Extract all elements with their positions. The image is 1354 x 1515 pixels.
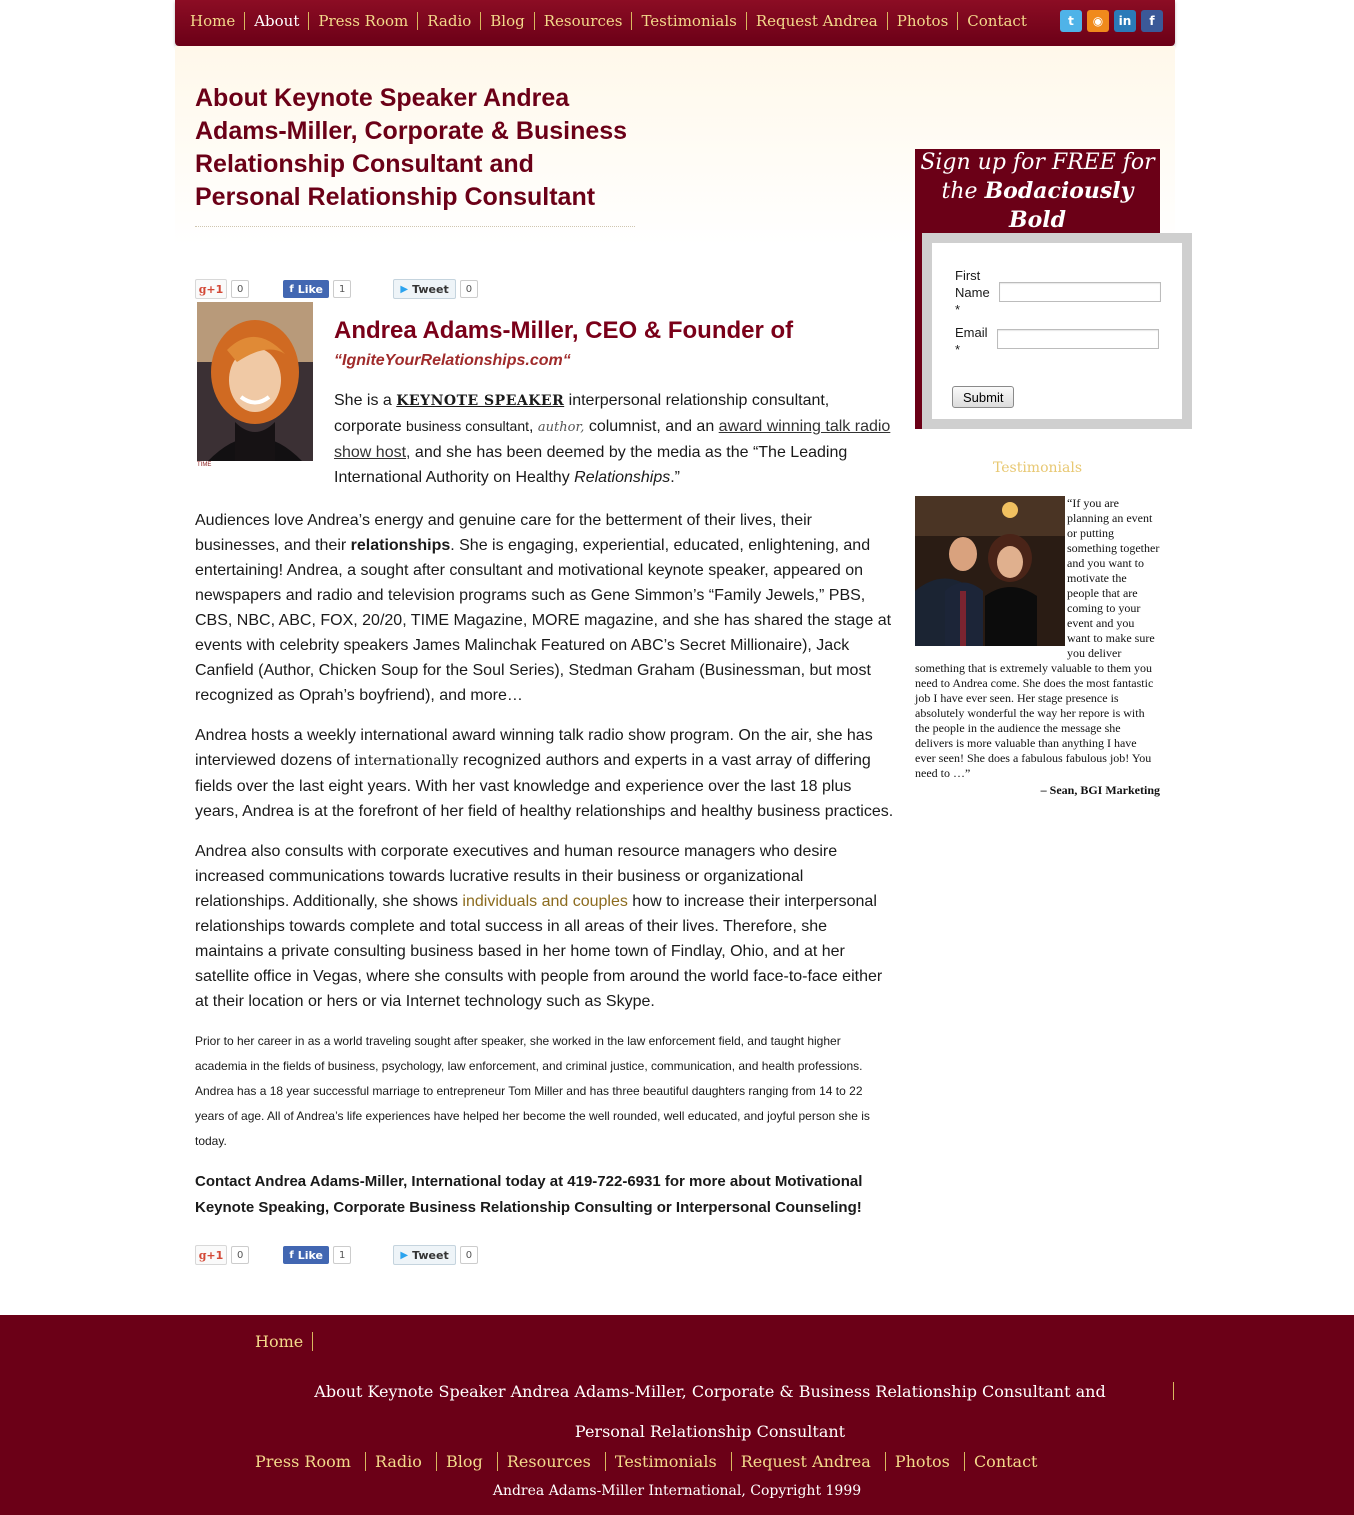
- facebook-like-button[interactable]: [283, 280, 329, 298]
- main-content: [195, 82, 895, 227]
- facebook-like-count: 1: [333, 280, 351, 298]
- tweet-button[interactable]: [393, 279, 455, 299]
- signup-form: [922, 233, 1192, 429]
- intro-text-1: She is a: [334, 392, 397, 409]
- facebook-like-label: Like: [297, 1248, 323, 1262]
- p3-text-1: Andrea hosts a weekly international award winning talk radio show program. On the air, she has interviewed dozens of: [195, 727, 873, 769]
- twitter-icon[interactable]: t: [1060, 10, 1082, 32]
- p4-text-2: how to increase their interpersonal relationships towards complete and total success in all areas of their lives. Therefore, she maintains a private consulting business based in her home town of Findlay, Ohio, and at her satellite office in Vegas, where she consults with people from around the world face-to-face either at their location or hers or via Internet technology such as Skype.: [195, 893, 883, 1010]
- individuals-couples-link[interactable]: individuals and couples: [462, 893, 628, 910]
- tweet-label: Tweet: [412, 1248, 449, 1262]
- intro-text-6: .”: [670, 469, 680, 486]
- p3-internationally: internationally: [354, 753, 459, 769]
- email-label-text: Email: [955, 325, 988, 340]
- keynote-speaker-link[interactable]: KEYNOTE SPEAKER: [396, 393, 565, 409]
- p4-text-1: Andrea also consults with corporate executives and human resource managers who desire increased communications towards lucrative results in their business or organizational relationships. Additionally, she shows: [195, 843, 838, 910]
- share-bar-top: [195, 279, 478, 299]
- p2-bold: relationships: [350, 537, 451, 554]
- footer-nav-resources[interactable]: Resources: [497, 1452, 600, 1471]
- testimonials-heading[interactable]: Testimonials: [992, 460, 1083, 476]
- nav-request-andrea[interactable]: Request Andrea: [746, 12, 887, 30]
- testimonial-quote-text: “If you are planning an event or putting something together and you want to motivate the people that are coming to your event and you want to make sure you deliver something that is extremely valuable to them you need to Andrea come. She does the most fantastic job I have ever seen. Her stage presence is absolutely wonderful the way her repore is with the people in the audience the message she delivers is more valuable than anything I have ever seen! She does a fabulous fabulous job! You need to …”: [915, 496, 1160, 780]
- p2-text-2: . She is engaging, experiential, educated, enlightening, and entertaining! Andrea, a sought after consultant and motivational keynote speaker, appeared on newspapers and radio and television programs such as Gene Simmon’s “Family Jewels,” PBS, CBS, NBC, ABC, FOX, 20/20, TIME Magazine, MORE magazine, and she has shared the stage at events with celebrity speakers James Malinchak Featured on ABC’s Secret Millionaire), Jack Canfield (Author, Chicken Soup for the Soul Series), Stedman Graham (Businessman, but most recognized as Oprah’s boyfriend), and more…: [195, 537, 892, 704]
- facebook-icon: f: [289, 283, 294, 295]
- tweet-label: Tweet: [412, 282, 449, 296]
- facebook-icon: f: [289, 1249, 294, 1261]
- intro-business-consultant: business consultant: [406, 418, 530, 434]
- email-required: *: [955, 342, 961, 357]
- top-navigation-bar: [175, 0, 1175, 46]
- signup-line-2a: the: [941, 179, 985, 204]
- intro-section: [334, 316, 894, 490]
- tweet-count: 0: [460, 280, 478, 298]
- contact-call-to-action: Contact Andrea Adams-Miller, International today at 419-722-6931 for more about Motivational Keynote Speaking, Corporate Business Relationship Consulting or Interpersonal Counseling!: [195, 1173, 863, 1216]
- nav-testimonials[interactable]: Testimonials: [631, 12, 745, 30]
- signup-title: [915, 149, 1160, 233]
- nav-contact[interactable]: Contact: [957, 12, 1036, 30]
- footer-nav-photos[interactable]: Photos: [885, 1452, 959, 1471]
- paragraph-audiences: [195, 508, 895, 708]
- footer-nav-home[interactable]: Home: [255, 1332, 313, 1351]
- paragraph-radio-show: [195, 723, 895, 824]
- first-name-row: [955, 267, 1161, 318]
- google-plus-count: 0: [231, 1246, 249, 1264]
- footer-nav-about[interactable]: About Keynote Speaker Andrea Adams-Miller, Corporate & Business Relationship Consultant and Personal Relationship Consultant: [314, 1382, 1106, 1441]
- portrait-image: [197, 302, 313, 470]
- intro-text-5: and she has been deemed by the media as the “The Leading International Authority on Healthy: [334, 444, 848, 486]
- google-plus-button[interactable]: g +1: [195, 1245, 227, 1265]
- google-plus-label: +1: [206, 1248, 224, 1262]
- email-input[interactable]: [997, 329, 1159, 349]
- footer-home-line: [255, 1332, 313, 1351]
- p3-text-2: recognized authors and experts in a vast array of differing fields over the last eight years. With her vast knowledge and experience over the last 18 plus years, Andrea is at the forefront of her field of healthy relationships and healthy business practices.: [195, 752, 894, 820]
- footer-nav-press-room[interactable]: Press Room: [255, 1452, 351, 1471]
- body-content: [195, 508, 895, 1221]
- footer: [0, 1315, 1354, 1515]
- signup-line-2b: Bodaciously Bold: [984, 178, 1134, 233]
- paragraph-career: Prior to her career in as a world traveling sought after speaker, she worked in the law enforcement field, and taught higher academia in the fields of business, psychology, law enforcement, and criminal justice, communication, and health professions. Andrea has a 18 year successful marriage to entrepreneur Tom Miller and has three beautiful daughters ranging from 14 to 22 years of age. All of Andrea’s life experiences have helped her become the well rounded, well educated, and joyful person she is today.: [195, 1034, 870, 1148]
- footer-nav-blog[interactable]: Blog: [436, 1452, 492, 1471]
- facebook-like-count: 1: [333, 1246, 351, 1264]
- email-label: [955, 324, 997, 358]
- nav-home[interactable]: Home: [190, 12, 236, 30]
- first-name-input[interactable]: [999, 282, 1161, 302]
- intro-paragraph: [334, 388, 894, 490]
- andrea-portrait: [197, 302, 313, 470]
- footer-nav-testimonials[interactable]: Testimonials: [605, 1452, 726, 1471]
- google-plus-count: 0: [231, 280, 249, 298]
- intro-text-3: ,: [529, 418, 538, 435]
- footer-nav-contact[interactable]: Contact: [964, 1452, 1047, 1471]
- nav-photos[interactable]: Photos: [887, 12, 958, 30]
- paragraph-consulting: [195, 839, 895, 1014]
- signup-line-1: Sign up for FREE for: [920, 150, 1155, 175]
- facebook-like-label: Like: [297, 282, 323, 296]
- footer-nav-radio[interactable]: Radio: [365, 1452, 431, 1471]
- google-plus-label: +1: [206, 282, 224, 296]
- google-plus-button[interactable]: g +1: [195, 279, 227, 299]
- nav-press-room[interactable]: Press Room: [308, 12, 417, 30]
- email-row: [955, 324, 1159, 358]
- facebook-icon[interactable]: f: [1141, 10, 1163, 32]
- first-name-label-1: First: [955, 268, 981, 283]
- submit-button[interactable]: Submit: [952, 386, 1014, 408]
- signup-line-2: [915, 177, 1160, 235]
- first-name-label: [955, 267, 999, 318]
- twitter-bird-icon: ▶: [400, 283, 409, 295]
- nav-radio[interactable]: Radio: [417, 12, 480, 30]
- p2-text-1: Audiences love Andrea’s energy and genuine care for the betterment of their lives, their businesses, and their: [195, 512, 812, 554]
- portrait-caption: TIME: [197, 461, 313, 470]
- footer-separator: [1173, 1382, 1174, 1400]
- testimonial-author: – Sean, BGI Marketing: [1040, 783, 1160, 797]
- radio-show-link[interactable]: award winning talk radio show host,: [334, 418, 891, 461]
- intro-text-4: columnist, and an: [584, 418, 719, 435]
- rss-icon[interactable]: ◉: [1087, 10, 1109, 32]
- footer-menu: [255, 1452, 1046, 1471]
- nav-resources[interactable]: Resources: [534, 12, 632, 30]
- intro-author: author,: [537, 420, 585, 435]
- linkedin-icon[interactable]: in: [1114, 10, 1136, 32]
- main-menu: [181, 10, 1036, 32]
- intro-text-2: interpersonal relationship consultant, corporate: [334, 392, 830, 435]
- first-name-label-2: Name: [955, 285, 990, 300]
- testimonial-photo-spacer: [915, 496, 1067, 654]
- page-title: About Keynote Speaker Andrea Adams-Miller, Corporate & Business Relationship Consultant and Personal Relationship Consultant: [195, 82, 635, 227]
- tweet-button[interactable]: [393, 1245, 455, 1265]
- testimonial-quote: [915, 496, 1160, 781]
- tweet-count: 0: [460, 1246, 478, 1264]
- intro-subheading: “IgniteYourRelationships.com“: [334, 352, 571, 369]
- nav-blog[interactable]: Blog: [480, 12, 533, 30]
- first-name-required: *: [955, 302, 961, 317]
- intro-heading: Andrea Adams-Miller, CEO & Founder of: [334, 317, 794, 344]
- facebook-like-button[interactable]: [283, 1246, 329, 1264]
- social-icons: [1060, 10, 1163, 32]
- copyright: Andrea Adams-Miller International, Copyright 1999: [492, 1483, 862, 1499]
- footer-nav-request-andrea[interactable]: Request Andrea: [731, 1452, 880, 1471]
- nav-about[interactable]: About: [244, 12, 308, 30]
- twitter-bird-icon: ▶: [400, 1249, 409, 1261]
- share-bar-bottom: [195, 1245, 478, 1265]
- intro-relationships: Relationships: [574, 469, 671, 486]
